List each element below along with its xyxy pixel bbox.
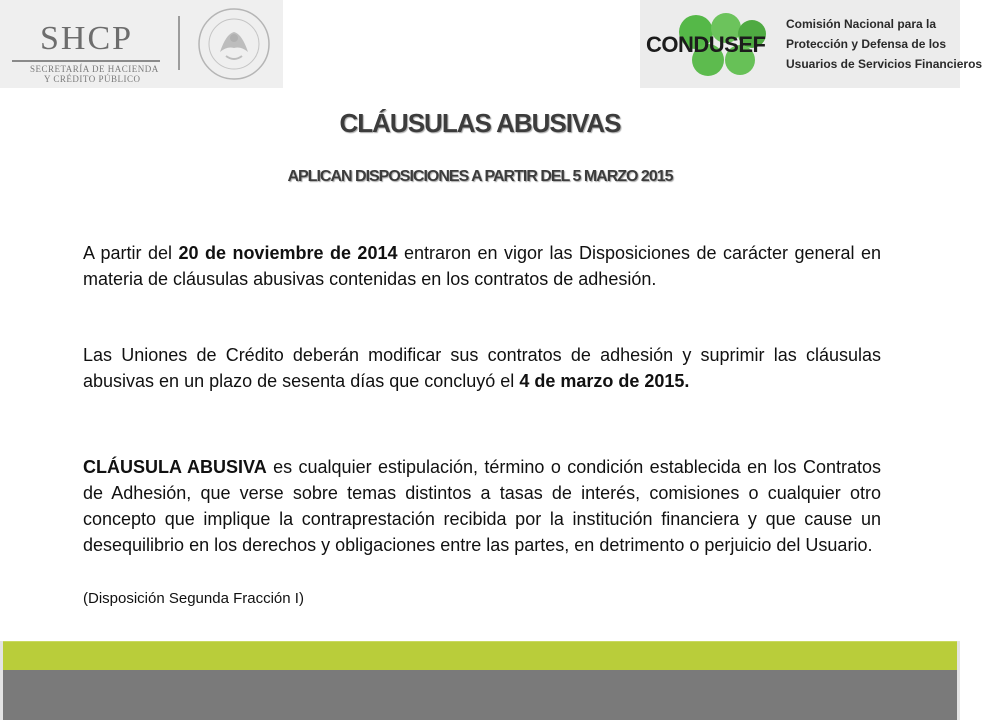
legal-reference: (Disposición Segunda Fracción I) (83, 590, 304, 607)
shcp-acronym: SHCP (40, 20, 134, 57)
shcp-rule (12, 60, 160, 62)
paragraph-text: A partir del (83, 243, 179, 263)
condusef-description (786, 14, 982, 74)
date-highlight: 4 de marzo de 2015. (519, 371, 690, 391)
footer-edge-left (0, 641, 3, 720)
date-highlight: 20 de noviembre de 2014 (178, 243, 398, 263)
mexican-seal-icon (196, 6, 272, 82)
footer-edge-right (957, 641, 960, 720)
condusef-desc-line2: Protección y Defensa de los (786, 37, 947, 51)
condusef-desc-line1: Comisión Nacional para la (786, 17, 937, 31)
page-title: CLÁUSULAS ABUSIVAS (339, 108, 621, 138)
shcp-name-line2: Y CRÉDITO PÚBLICO (44, 74, 141, 84)
paragraph-deadline (83, 342, 881, 394)
condusef-acronym: CONDUSEF (646, 32, 766, 57)
condusef-desc-line3: Usuarios de Servicios Financieros (786, 57, 982, 71)
shcp-name-line1: SECRETARÍA DE HACIENDA (30, 64, 159, 74)
condusef-logo (640, 0, 982, 88)
logo-divider (178, 16, 180, 70)
paragraph-text: entraron en vigor las Disposiciones de carácter general en materia de cláusulas abusivas contenidas en los contratos de adhesión. (83, 243, 882, 289)
paragraph-definition (83, 454, 881, 558)
paragraph-text: es cualquier estipulación, término o condición establecida en los Contratos de Adhesión, que verse sobre temas distintos a tasas de interés, comisiones o cualquier otro concepto que implique la contraprestación recibida por la institución financiera y que cause un desequilibrio en los derechos y obligaciones entre las partes, en detrimento o perjuicio del Usuario. (83, 457, 881, 555)
page-subtitle: APLICAN DISPOSICIONES A PARTIR DEL 5 MARZO 2015 (287, 168, 673, 185)
footer-gray-bar (0, 670, 960, 720)
footer-green-bar (0, 641, 960, 671)
term-highlight: CLÁUSULA ABUSIVA (83, 457, 267, 477)
paragraph-entry-into-force (83, 240, 881, 292)
paragraph-text: Las Uniones de Crédito deberán modificar sus contratos de adhesión y suprimir las cláusulas abusivas en un plazo de sesenta días que concluyó el (83, 345, 881, 391)
shcp-logo (0, 0, 283, 88)
